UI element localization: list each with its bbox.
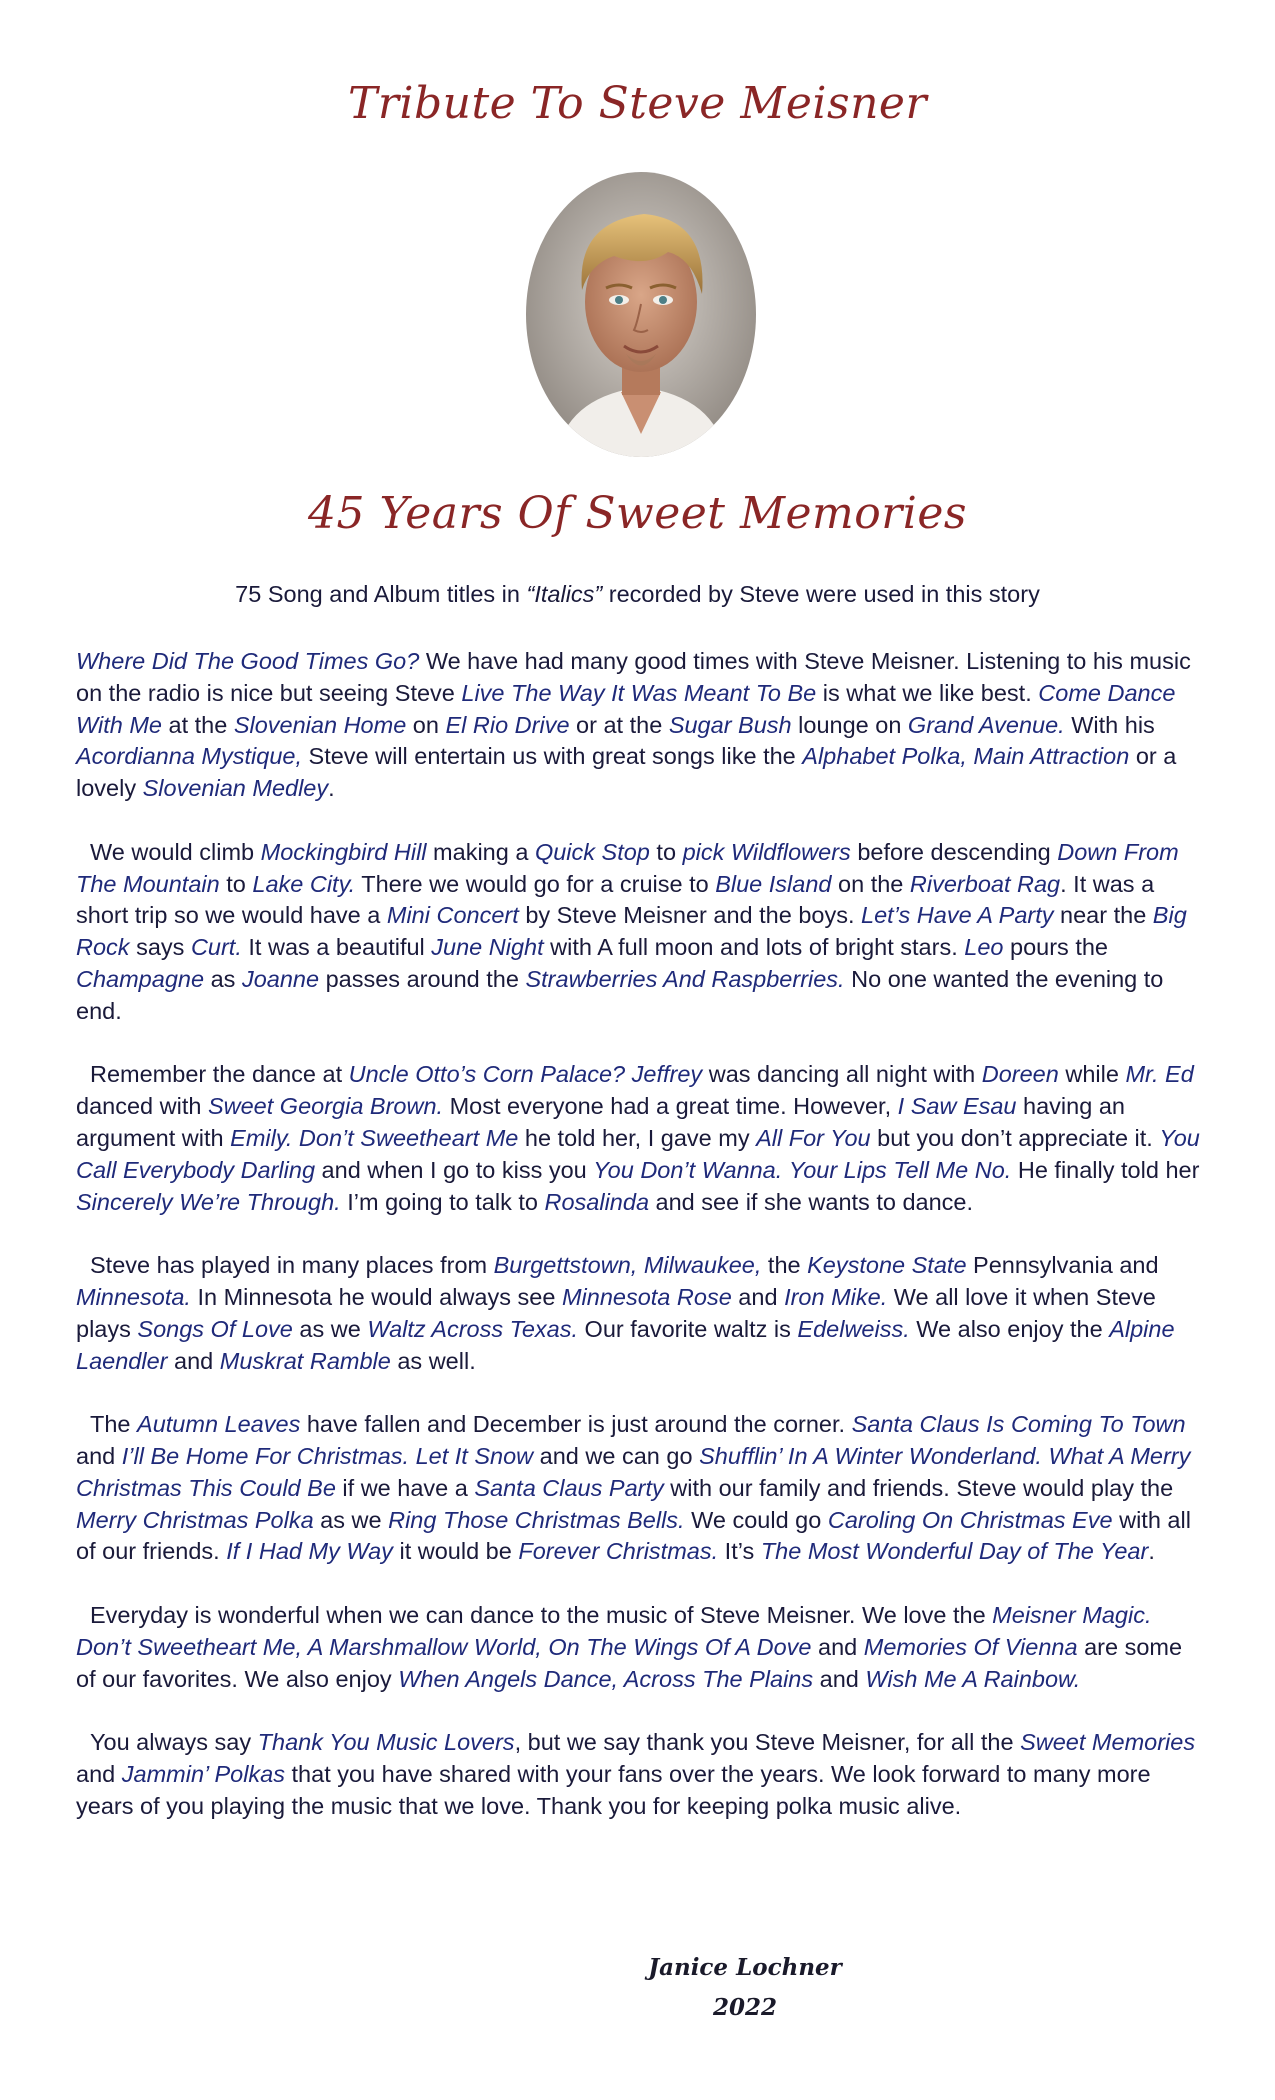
song-title: Sweet Memories [1020,1729,1196,1756]
story-text: and [76,1760,122,1787]
story-text: With his [1064,711,1155,738]
song-title: Emily. [230,1124,293,1151]
song-title: Slovenian Medley [142,775,329,802]
story-text: We could go [684,1506,828,1533]
story-text: and [167,1347,220,1374]
story-text: while [1058,1061,1126,1088]
story-paragraph [76,1250,1208,1377]
story-text: Everyday is wonderful when we can dance to the music of Steve Meisner. We love the [90,1601,993,1628]
song-title: Champagne [76,965,205,992]
song-title: You Don’t Wanna. [593,1156,783,1183]
story-text: on the [831,870,910,897]
story-text: There we would go for a cruise to [355,870,716,897]
song-title: Slovenian Home [233,711,407,738]
story-text: We also enjoy the [909,1315,1110,1342]
signature-year: 2022 [712,1994,777,2021]
story-text: the [761,1252,808,1279]
song-title: June Night [431,934,544,961]
song-title: Strawberries And Raspberries. [525,965,845,992]
song-title: Jammin’ Polkas [121,1760,285,1787]
song-title: El Rio Drive [445,711,570,738]
story-text: The [90,1411,138,1438]
story-text: , but we say thank you Steve Meisner, for all the [514,1729,1021,1756]
story-text: We would climb [90,838,261,865]
song-title: Wish Me A Rainbow. [865,1665,1081,1692]
song-title: Acordianna Mystique, [76,743,302,770]
story-text: . It was a short trip so we would have a [76,870,1155,929]
song-title: Autumn Leaves [137,1411,301,1438]
story-text: . [1148,1538,1155,1565]
song-title: Shufflin’ In A Winter Wonderland. What A Merry Christmas This Could Be [76,1442,1191,1501]
portrait-photo [526,172,756,457]
song-title: Santa Claus Party [474,1474,664,1501]
story-text: In Minnesota he would always see [190,1283,562,1310]
page-title: Tribute To Steve Meisner [348,78,927,129]
song-title: All For You [756,1124,871,1151]
song-title: Alphabet Polka, Main Attraction [802,743,1130,770]
song-title: I Saw Esau [897,1093,1017,1120]
story-text: as [204,965,242,992]
story-text: is what we like best. [816,679,1039,706]
song-title: Mini Concert [386,902,519,929]
story-text: having an argument with [76,1093,1125,1151]
story-text: Remember the dance at [90,1061,349,1088]
story-text: No one wanted the evening to end. [76,965,1164,1024]
story-text: It was a beautiful [241,934,432,961]
song-title: Big Rock [76,902,1187,961]
signature-name: Janice Lochner [648,1954,842,1981]
song-title: Let’s Have A Party [861,902,1054,929]
story-text: You always say [90,1729,258,1756]
story-text: to [649,838,683,865]
story-text: and [731,1283,785,1310]
song-title: Keystone State [807,1252,967,1279]
portrait-illustration [526,172,756,457]
story-text: with our family and friends. Steve would play the [663,1474,1174,1501]
song-title: Caroling On Christmas Eve [827,1506,1113,1533]
song-title: Down From The Mountain [76,838,1179,897]
song-title: Riverboat Rag [909,870,1061,897]
story-text: at the [161,711,234,738]
story-text: with all of our friends. [76,1506,1191,1565]
song-title: Quick Stop [534,838,650,865]
song-title: Don’t Sweetheart Me [298,1124,519,1151]
story-paragraph [76,1059,1208,1218]
song-title: Doreen [981,1061,1059,1088]
song-title: Your Lips Tell Me No. [788,1156,1012,1183]
song-title: pick Wildflowers [682,838,851,865]
story-text: We all love it when Steve plays [76,1283,1156,1342]
story-text: or a lovely [76,743,1177,802]
song-title: Lake City. [252,870,356,897]
story-paragraph [76,1727,1208,1822]
song-title: Sweet Georgia Brown. [207,1093,444,1120]
song-title: Mr. Ed [1125,1061,1194,1088]
song-title: Rosalinda [544,1188,650,1215]
story-text: as we [313,1506,389,1533]
story-text: if we have a [335,1474,475,1501]
story-text: Our favorite waltz is [578,1315,798,1342]
story-text: . [328,775,335,802]
song-title: Meisner Magic. Don’t Sweetheart Me, A Marshmallow World, On The Wings Of A Dove [76,1601,1152,1660]
song-title: Sincerely We’re Through. [76,1188,341,1215]
song-title: Iron Mike. [784,1283,888,1310]
song-title: Forever Christmas. [518,1538,719,1565]
story-text: by Steve Meisner and the boys. [518,902,862,929]
song-title: Edelweiss. [797,1315,910,1342]
story-body [76,646,1208,1854]
song-title: Santa Claus Is Coming To Town [851,1411,1186,1438]
song-title: Sugar Bush [668,711,792,738]
story-paragraph [76,1409,1208,1568]
song-title: Curt. [190,934,242,961]
song-title: Blue Island [715,870,832,897]
story-text: and see if she wants to dance. [649,1188,974,1215]
story-text: have fallen and December is just around the corner. [300,1411,852,1438]
story-paragraph [76,646,1208,805]
song-title: Waltz Across Texas. [367,1315,579,1342]
story-text: was dancing all night with [702,1061,982,1088]
song-title: Leo [964,934,1004,961]
song-title: Alpine Laendler [76,1315,1175,1374]
story-text: and when I go to kiss you [315,1156,594,1183]
story-text: Pennsylvania and [966,1252,1159,1279]
intro-prefix: 75 Song and Album titles in [235,581,527,607]
story-text: danced with [76,1093,208,1120]
song-title: When Angels Dance, Across The Plains [398,1665,814,1692]
story-text: and [811,1633,864,1660]
intro-line [0,581,1275,608]
story-text: with A full moon and lots of bright stars. [543,934,965,961]
story-text: and [76,1442,122,1469]
song-title: Merry Christmas Polka [76,1506,314,1533]
story-text: he told her, I gave my [518,1124,757,1151]
song-title: I’ll Be Home For Christmas. [121,1442,410,1469]
intro-suffix: recorded by Steve were used in this story [602,581,1040,607]
story-text: I’m going to talk to [340,1188,545,1215]
story-text: that you have shared with your fans over the years. We look forward to many more years of you playing the music that we love. Thank you for keeping polka music alive. [76,1760,1151,1819]
story-text: Steve has played in many places from [90,1252,494,1279]
story-text: on [406,711,446,738]
story-text: but you don’t appreciate it. [870,1124,1160,1151]
song-title: Minnesota Rose [561,1283,732,1310]
song-title: Minnesota. [76,1283,191,1310]
song-title: Muskrat Ramble [219,1347,391,1374]
page-subtitle: 45 Years Of Sweet Memories [308,488,967,539]
intro-italic: “Italics” [526,581,603,607]
story-text: We have had many good times with Steve Meisner. Listening to his music on the radio is nice but seeing Steve [76,648,1191,706]
story-text: as well. [390,1347,476,1374]
story-text: pours the [1003,934,1108,961]
story-text: passes around the [319,965,526,992]
song-title: Ring Those Christmas Bells. [388,1506,685,1533]
story-text: are some of our favorites. We also enjoy [76,1633,1183,1692]
story-text: Steve will entertain us with great songs like the [301,743,803,770]
song-title: Grand Avenue. [907,711,1065,738]
story-text: and [813,1665,866,1692]
song-title: If I Had My Way [226,1538,393,1565]
story-text: It’s [718,1538,761,1565]
story-text: to [219,870,253,897]
story-text: or at the [569,711,669,738]
song-title: Let It Snow [415,1442,534,1469]
story-text: He finally told her [1011,1156,1200,1183]
song-title: The Most Wonderful Day of The Year [760,1538,1149,1565]
song-title: Come Dance With Me [76,679,1176,738]
story-text: says [129,934,191,961]
song-title: Thank You Music Lovers [257,1729,515,1756]
story-text: and we can go [533,1442,700,1469]
story-text: before descending [850,838,1058,865]
story-text: lounge on [791,711,908,738]
song-title: Where Did The Good Times Go? [76,648,420,674]
song-title: Memories Of Vienna [863,1633,1078,1660]
song-title: Mockingbird Hill [260,838,427,865]
song-title: Songs Of Love [137,1315,293,1342]
song-title: You Call Everybody Darling [76,1124,1200,1183]
story-text: near the [1053,902,1153,929]
story-text: as we [292,1315,368,1342]
story-paragraph [76,1600,1208,1695]
song-title: Joanne [241,965,320,992]
song-title: Burgettstown, Milwaukee, [493,1252,762,1279]
story-text: Most everyone had a great time. However, [443,1093,898,1120]
story-paragraph [76,837,1208,1028]
song-title: Uncle Otto’s Corn Palace? Jeffrey [348,1061,703,1088]
story-text: making a [426,838,535,865]
song-title: Live The Way It Was Meant To Be [461,679,817,706]
story-text: it would be [392,1538,519,1565]
